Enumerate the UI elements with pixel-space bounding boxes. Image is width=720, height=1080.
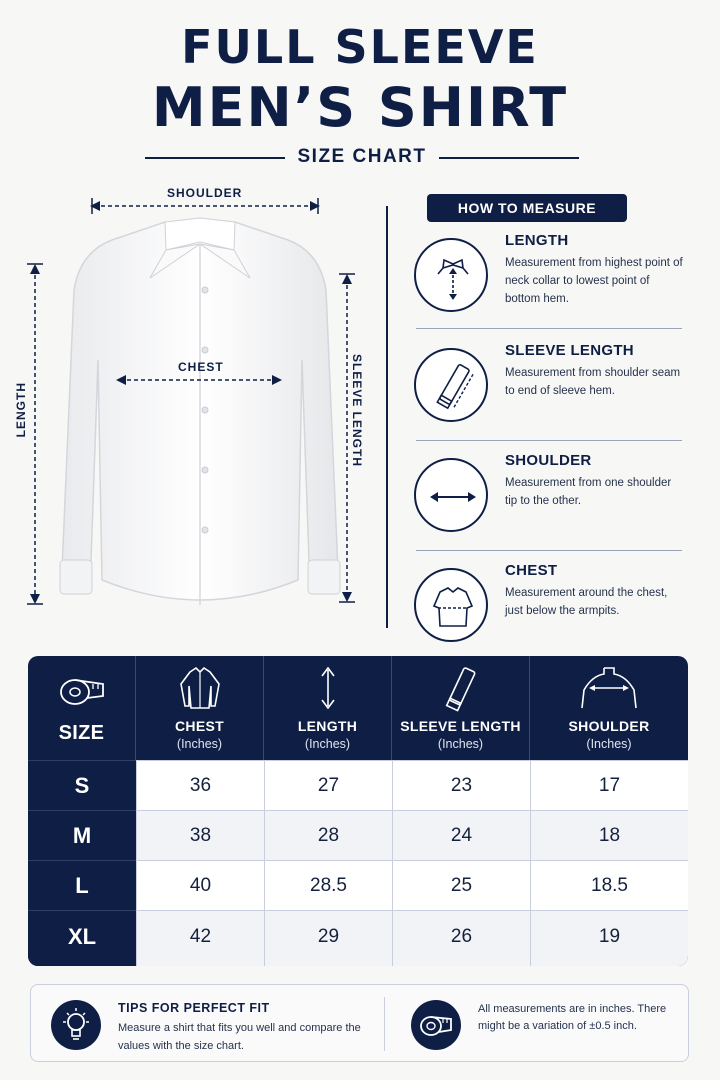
measure-item-sleeve bbox=[414, 342, 682, 446]
measure-title: SLEEVE LENGTH bbox=[505, 342, 634, 359]
subtitle: SIZE CHART bbox=[297, 146, 427, 167]
shirt-chest-icon bbox=[414, 568, 488, 642]
measuring-tape-icon bbox=[57, 672, 107, 712]
shoulder-icon bbox=[574, 664, 644, 712]
measure-desc: Measurement from one shoulder tip to the other. bbox=[505, 477, 672, 507]
cell-shoulder: 19 bbox=[530, 910, 688, 966]
measure-item-length bbox=[414, 232, 682, 336]
cell-chest: 40 bbox=[136, 860, 264, 910]
header-sleeve-label: SLEEVE LENGTH bbox=[400, 718, 521, 734]
header-chest bbox=[136, 656, 264, 760]
cell-length: 28.5 bbox=[264, 860, 392, 910]
title-line-2: MEN’S SHIRT bbox=[151, 76, 569, 139]
measurement-note: All measurements are in inches. There might be a variation of ±0.5 inch. bbox=[478, 1003, 667, 1032]
cell-chest: 42 bbox=[136, 910, 264, 966]
chest-label: CHEST bbox=[178, 360, 224, 374]
cell-chest: 36 bbox=[136, 760, 264, 810]
measure-title: CHEST bbox=[505, 562, 558, 579]
tips-box bbox=[30, 984, 689, 1062]
cell-shoulder: 18 bbox=[530, 810, 688, 860]
header-chest-label: CHEST bbox=[175, 718, 224, 734]
cell-length: 28 bbox=[264, 810, 392, 860]
cell-sleeve: 26 bbox=[392, 910, 530, 966]
subtitle-rule-right bbox=[439, 157, 579, 159]
section-divider bbox=[386, 206, 388, 628]
header-shoulder-unit: (Inches) bbox=[586, 737, 632, 751]
tips-title: TIPS FOR PERFECT FIT bbox=[118, 1001, 270, 1015]
cell-sleeve: 23 bbox=[392, 760, 530, 810]
header-size bbox=[28, 656, 136, 760]
cell-sleeve: 25 bbox=[392, 860, 530, 910]
measure-title: SHOULDER bbox=[505, 452, 592, 469]
table-row bbox=[28, 760, 688, 810]
sleeve-length-label: SLEEVE LENGTH bbox=[350, 354, 364, 468]
subtitle-row bbox=[145, 146, 579, 170]
shirt-collar-length-icon bbox=[414, 238, 488, 312]
tips-divider bbox=[384, 997, 385, 1051]
shirt-icon bbox=[175, 664, 225, 712]
double-arrow-icon bbox=[414, 458, 488, 532]
header-chest-unit: (Inches) bbox=[176, 737, 223, 751]
table-row bbox=[28, 860, 688, 910]
separator bbox=[416, 440, 682, 441]
sleeve-icon bbox=[414, 348, 488, 422]
tips-desc: Measure a shirt that fits you well and compare the values with the size chart. bbox=[118, 1022, 361, 1052]
cell-sleeve: 24 bbox=[392, 810, 530, 860]
measure-desc: Measurement from shoulder seam to end of sleeve hem. bbox=[505, 367, 681, 397]
measure-item-chest bbox=[414, 562, 682, 666]
measure-desc: Measurement from highest point of neck collar to lowest point of bottom hem. bbox=[505, 257, 683, 305]
header-shoulder-label: SHOULDER bbox=[568, 718, 650, 734]
separator bbox=[416, 550, 682, 551]
measure-desc: Measurement around the chest, just below the armpits. bbox=[505, 587, 668, 617]
cell-length: 27 bbox=[264, 760, 392, 810]
header-size-label: SIZE bbox=[58, 722, 105, 744]
cell-size: S bbox=[28, 760, 136, 810]
vertical-arrow-icon bbox=[313, 664, 343, 712]
how-to-measure-badge: HOW TO MEASURE bbox=[427, 194, 627, 222]
shirt-illustration bbox=[20, 180, 380, 620]
size-chart-table bbox=[28, 656, 688, 966]
sleeve-icon bbox=[441, 664, 481, 714]
cell-length: 29 bbox=[264, 910, 392, 966]
header-length bbox=[264, 656, 392, 760]
length-label: LENGTH bbox=[14, 382, 28, 438]
table-row bbox=[28, 810, 688, 860]
cell-shoulder: 18.5 bbox=[530, 860, 688, 910]
header-length-unit: (Inches) bbox=[304, 737, 351, 751]
cell-chest: 38 bbox=[136, 810, 264, 860]
separator bbox=[416, 328, 682, 329]
title-line-1: FULL SLEEVE bbox=[181, 20, 539, 74]
cell-size: XL bbox=[28, 910, 136, 966]
measure-title: LENGTH bbox=[505, 232, 569, 249]
header-sleeve bbox=[392, 656, 530, 760]
lightbulb-icon bbox=[51, 1000, 101, 1050]
header-sleeve-unit: (Inches) bbox=[437, 737, 484, 751]
cell-size: M bbox=[28, 810, 136, 860]
cell-shoulder: 17 bbox=[530, 760, 688, 810]
shirt-diagram bbox=[14, 180, 380, 620]
header-shoulder bbox=[530, 656, 688, 760]
shoulder-label: SHOULDER bbox=[167, 186, 243, 200]
cell-size: L bbox=[28, 860, 136, 910]
measure-item-shoulder bbox=[414, 452, 682, 556]
measuring-tape-icon bbox=[411, 1000, 461, 1050]
table-row bbox=[28, 910, 688, 966]
header-length-label: LENGTH bbox=[297, 718, 358, 734]
